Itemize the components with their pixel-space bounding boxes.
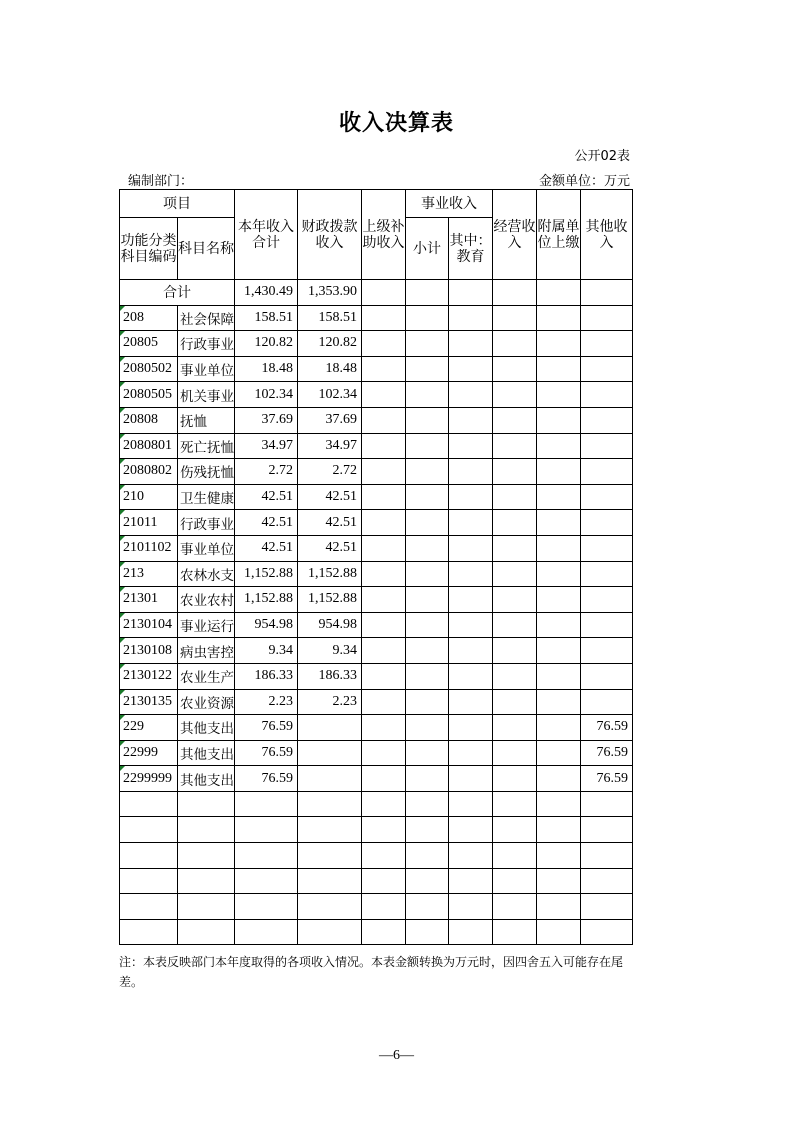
superior-cell — [362, 561, 406, 587]
fiscal-cell: 1,152.88 — [298, 587, 362, 613]
other-income-cell — [581, 331, 633, 357]
total-row — [120, 280, 633, 306]
business-subtotal-cell — [406, 689, 449, 715]
empty-cell — [298, 919, 362, 945]
education-cell — [449, 766, 493, 792]
other-income-cell — [581, 382, 633, 408]
empty-cell — [493, 894, 537, 920]
affiliated-cell — [537, 356, 581, 382]
fiscal-cell: 102.34 — [298, 382, 362, 408]
education-cell — [449, 382, 493, 408]
business-subtotal-cell — [406, 587, 449, 613]
superior-cell — [362, 407, 406, 433]
other-income-cell — [581, 663, 633, 689]
header-total-income: 本年收入合计 — [235, 190, 298, 280]
subject-code: 2299999 — [120, 766, 178, 792]
header-education: 其中：教育 — [449, 218, 493, 280]
superior-cell — [362, 305, 406, 331]
superior-cell — [362, 535, 406, 561]
total-income-cell: 102.34 — [235, 382, 298, 408]
education-cell — [449, 663, 493, 689]
affiliated-cell — [537, 638, 581, 664]
business-subtotal-cell — [406, 356, 449, 382]
affiliated-cell — [537, 305, 581, 331]
fiscal-cell: 186.33 — [298, 663, 362, 689]
operating-cell — [493, 433, 537, 459]
empty-cell — [406, 868, 449, 894]
subject-name: 机关事业 — [178, 382, 235, 408]
superior-cell — [362, 484, 406, 510]
education-cell — [449, 484, 493, 510]
affiliated-cell — [537, 382, 581, 408]
subject-name: 事业运行 — [178, 612, 235, 638]
other-income-cell — [581, 459, 633, 485]
empty-row — [120, 817, 633, 843]
table-row — [120, 663, 633, 689]
affiliated-cell — [537, 407, 581, 433]
affiliated-cell — [537, 510, 581, 536]
header-subject-name: 科目名称 — [178, 218, 235, 280]
other-income-cell — [581, 484, 633, 510]
operating-cell — [493, 587, 537, 613]
operating-cell — [493, 382, 537, 408]
empty-cell — [581, 868, 633, 894]
other-income-cell — [581, 535, 633, 561]
total-income-cell: 1,152.88 — [235, 561, 298, 587]
education-cell — [449, 740, 493, 766]
empty-cell — [449, 843, 493, 869]
empty-row — [120, 791, 633, 817]
operating-cell — [493, 663, 537, 689]
subject-name: 其他支出 — [178, 740, 235, 766]
subject-name: 行政事业 — [178, 331, 235, 357]
empty-cell — [493, 791, 537, 817]
total-income-cell: 76.59 — [235, 740, 298, 766]
total-fiscal-value: 1,353.90 — [298, 280, 362, 306]
business-subtotal-cell — [406, 561, 449, 587]
empty-cell — [120, 868, 178, 894]
business-subtotal-cell — [406, 638, 449, 664]
superior-cell — [362, 740, 406, 766]
total-income-cell: 37.69 — [235, 407, 298, 433]
education-cell — [449, 356, 493, 382]
subject-name: 病虫害控 — [178, 638, 235, 664]
table-row — [120, 331, 633, 357]
fiscal-cell: 158.51 — [298, 305, 362, 331]
superior-cell — [362, 766, 406, 792]
superior-cell — [362, 356, 406, 382]
empty-cell — [537, 894, 581, 920]
operating-cell — [493, 356, 537, 382]
empty-cell — [493, 817, 537, 843]
affiliated-cell — [537, 433, 581, 459]
empty-cell — [178, 868, 235, 894]
education-cell — [449, 459, 493, 485]
other-income-cell — [581, 510, 633, 536]
table-row — [120, 305, 633, 331]
subject-code: 2101102 — [120, 535, 178, 561]
empty-cell — [449, 894, 493, 920]
empty-cell — [406, 817, 449, 843]
table-row — [120, 587, 633, 613]
empty-cell — [120, 791, 178, 817]
total-income-cell: 2.72 — [235, 459, 298, 485]
education-cell — [449, 612, 493, 638]
affiliated-cell — [537, 766, 581, 792]
education-cell — [449, 715, 493, 741]
header-func-code: 功能分类科目编码 — [120, 218, 178, 280]
total-income-cell: 158.51 — [235, 305, 298, 331]
affiliated-cell — [537, 740, 581, 766]
operating-cell — [493, 484, 537, 510]
total-income-cell: 76.59 — [235, 766, 298, 792]
superior-cell — [362, 587, 406, 613]
total-income-cell: 18.48 — [235, 356, 298, 382]
operating-cell — [493, 766, 537, 792]
other-income-cell — [581, 433, 633, 459]
total-income-cell: 954.98 — [235, 612, 298, 638]
operating-cell — [493, 612, 537, 638]
table-row — [120, 382, 633, 408]
fiscal-cell: 42.51 — [298, 535, 362, 561]
footnote: 注：本表反映部门本年度取得的各项收入情况。本表金额转换为万元时，因四舍五入可能存在尾差。 — [119, 955, 624, 989]
subject-name: 其他支出 — [178, 715, 235, 741]
table-row — [120, 356, 633, 382]
header-superior: 上级补助收入 — [362, 190, 406, 280]
operating-cell — [493, 331, 537, 357]
empty-cell — [235, 843, 298, 869]
fiscal-cell — [298, 715, 362, 741]
empty-cell — [178, 791, 235, 817]
empty-cell — [298, 791, 362, 817]
table-row — [120, 689, 633, 715]
empty-cell — [406, 791, 449, 817]
empty-row — [120, 919, 633, 945]
business-subtotal-cell — [406, 382, 449, 408]
empty-cell — [178, 919, 235, 945]
table-row — [120, 484, 633, 510]
empty-cell — [298, 894, 362, 920]
superior-cell — [362, 612, 406, 638]
superior-cell — [362, 638, 406, 664]
empty-cell — [406, 843, 449, 869]
empty-cell — [120, 894, 178, 920]
empty-cell — [406, 919, 449, 945]
fiscal-cell: 1,152.88 — [298, 561, 362, 587]
subject-name: 事业单位 — [178, 535, 235, 561]
other-income-cell — [581, 407, 633, 433]
subject-code: 21301 — [120, 587, 178, 613]
other-income-cell — [581, 689, 633, 715]
empty-cell — [298, 843, 362, 869]
subject-name: 伤残抚恤 — [178, 459, 235, 485]
subject-code: 20805 — [120, 331, 178, 357]
education-cell — [449, 305, 493, 331]
empty-cell — [581, 817, 633, 843]
empty-cell — [537, 817, 581, 843]
empty-cell — [449, 791, 493, 817]
operating-cell — [493, 638, 537, 664]
empty-cell — [449, 817, 493, 843]
business-subtotal-cell — [406, 663, 449, 689]
fiscal-cell: 37.69 — [298, 407, 362, 433]
business-subtotal-cell — [406, 766, 449, 792]
empty-cell — [362, 919, 406, 945]
subject-name: 农林水支 — [178, 561, 235, 587]
affiliated-cell — [537, 612, 581, 638]
empty-row — [120, 894, 633, 920]
empty-cell — [581, 919, 633, 945]
empty-cell — [235, 894, 298, 920]
total-income-cell: 42.51 — [235, 484, 298, 510]
total-income-cell: 1,152.88 — [235, 587, 298, 613]
operating-cell — [493, 305, 537, 331]
table-row — [120, 433, 633, 459]
other-income-cell — [581, 587, 633, 613]
subject-code: 2080505 — [120, 382, 178, 408]
subject-name: 农业生产 — [178, 663, 235, 689]
fiscal-cell — [298, 766, 362, 792]
education-cell — [449, 638, 493, 664]
business-subtotal-cell — [406, 407, 449, 433]
fiscal-cell: 2.72 — [298, 459, 362, 485]
empty-cell — [298, 868, 362, 894]
other-income-cell — [581, 305, 633, 331]
empty-cell — [235, 919, 298, 945]
empty-cell — [178, 817, 235, 843]
fiscal-cell: 954.98 — [298, 612, 362, 638]
table-row — [120, 535, 633, 561]
table-row — [120, 740, 633, 766]
affiliated-cell — [537, 535, 581, 561]
affiliated-cell — [537, 663, 581, 689]
operating-cell — [493, 535, 537, 561]
subject-name: 农业农村 — [178, 587, 235, 613]
table-row — [120, 561, 633, 587]
empty-cell — [235, 817, 298, 843]
education-cell — [449, 561, 493, 587]
table-row — [120, 407, 633, 433]
affiliated-cell — [537, 715, 581, 741]
total-income-cell: 186.33 — [235, 663, 298, 689]
superior-cell — [362, 331, 406, 357]
total-label: 合计 — [120, 280, 235, 306]
subject-code: 229 — [120, 715, 178, 741]
education-cell — [449, 587, 493, 613]
affiliated-cell — [537, 689, 581, 715]
operating-cell — [493, 740, 537, 766]
total-income-cell: 9.34 — [235, 638, 298, 664]
subject-name: 农业资源 — [178, 689, 235, 715]
table-row — [120, 766, 633, 792]
subject-code: 210 — [120, 484, 178, 510]
operating-cell — [493, 407, 537, 433]
header-operating: 经营收入 — [493, 190, 537, 280]
empty-cell — [537, 919, 581, 945]
superior-cell — [362, 689, 406, 715]
subject-code: 2080502 — [120, 356, 178, 382]
total-income-cell: 34.97 — [235, 433, 298, 459]
empty-cell — [537, 843, 581, 869]
affiliated-cell — [537, 561, 581, 587]
operating-cell — [493, 510, 537, 536]
subject-name: 行政事业 — [178, 510, 235, 536]
other-income-cell — [581, 356, 633, 382]
subject-name: 死亡抚恤 — [178, 433, 235, 459]
dept-label: 编制部门： — [128, 174, 194, 189]
header-fiscal: 财政拨款收入 — [298, 190, 362, 280]
affiliated-cell — [537, 587, 581, 613]
empty-cell — [493, 919, 537, 945]
fiscal-cell: 42.51 — [298, 510, 362, 536]
other-income-cell — [581, 612, 633, 638]
fiscal-cell: 120.82 — [298, 331, 362, 357]
education-cell — [449, 331, 493, 357]
superior-cell — [362, 433, 406, 459]
operating-cell — [493, 715, 537, 741]
business-subtotal-cell — [406, 459, 449, 485]
total-income-cell: 2.23 — [235, 689, 298, 715]
education-cell — [449, 689, 493, 715]
superior-cell — [362, 459, 406, 485]
subject-code: 2080802 — [120, 459, 178, 485]
empty-cell — [449, 868, 493, 894]
empty-cell — [406, 894, 449, 920]
affiliated-cell — [537, 484, 581, 510]
operating-cell — [493, 689, 537, 715]
empty-cell — [537, 791, 581, 817]
fiscal-cell — [298, 740, 362, 766]
other-income-cell: 76.59 — [581, 766, 633, 792]
subject-name: 事业单位 — [178, 356, 235, 382]
empty-cell — [493, 843, 537, 869]
fiscal-cell: 42.51 — [298, 484, 362, 510]
empty-cell — [581, 843, 633, 869]
business-subtotal-cell — [406, 715, 449, 741]
subject-code: 2130135 — [120, 689, 178, 715]
subject-code: 20808 — [120, 407, 178, 433]
empty-row — [120, 843, 633, 869]
subject-code: 2130122 — [120, 663, 178, 689]
total-income-cell: 42.51 — [235, 510, 298, 536]
empty-cell — [362, 817, 406, 843]
superior-cell — [362, 510, 406, 536]
empty-cell — [178, 843, 235, 869]
table-row — [120, 612, 633, 638]
header-affiliated: 附属单位上缴 — [537, 190, 581, 280]
business-subtotal-cell — [406, 484, 449, 510]
subject-code: 21011 — [120, 510, 178, 536]
education-cell — [449, 510, 493, 536]
empty-cell — [537, 868, 581, 894]
subject-code: 208 — [120, 305, 178, 331]
total-income-value: 1,430.49 — [235, 280, 298, 306]
subject-name: 其他支出 — [178, 766, 235, 792]
page-number: —6— — [379, 1048, 414, 1063]
operating-cell — [493, 561, 537, 587]
page-title: 收入决算表 — [338, 111, 454, 136]
table-row — [120, 715, 633, 741]
subject-name: 社会保障 — [178, 305, 235, 331]
table-row — [120, 459, 633, 485]
operating-cell — [493, 459, 537, 485]
subject-name: 卫生健康 — [178, 484, 235, 510]
business-subtotal-cell — [406, 612, 449, 638]
subject-code: 2130108 — [120, 638, 178, 664]
empty-cell — [120, 843, 178, 869]
education-cell — [449, 407, 493, 433]
empty-cell — [581, 791, 633, 817]
subject-code: 2130104 — [120, 612, 178, 638]
fiscal-cell: 34.97 — [298, 433, 362, 459]
subject-name: 抚恤 — [178, 407, 235, 433]
total-income-cell: 120.82 — [235, 331, 298, 357]
header-subtotal: 小计 — [406, 218, 449, 280]
other-income-cell — [581, 638, 633, 664]
superior-cell — [362, 382, 406, 408]
empty-cell — [235, 868, 298, 894]
empty-cell — [235, 791, 298, 817]
empty-cell — [362, 894, 406, 920]
business-subtotal-cell — [406, 305, 449, 331]
affiliated-cell — [537, 459, 581, 485]
empty-cell — [120, 817, 178, 843]
fiscal-cell: 18.48 — [298, 356, 362, 382]
empty-row — [120, 868, 633, 894]
fiscal-cell: 2.23 — [298, 689, 362, 715]
unit-label: 金额单位：万元 — [538, 174, 630, 189]
education-cell — [449, 535, 493, 561]
empty-cell — [493, 868, 537, 894]
business-subtotal-cell — [406, 535, 449, 561]
other-income-cell: 76.59 — [581, 740, 633, 766]
header-project: 项目 — [120, 190, 235, 218]
other-income-cell: 76.59 — [581, 715, 633, 741]
empty-cell — [178, 894, 235, 920]
header-other: 其他收入 — [581, 190, 633, 280]
total-income-cell: 76.59 — [235, 715, 298, 741]
form-number: 公开02表 — [574, 149, 630, 164]
table-row — [120, 510, 633, 536]
table-row — [120, 638, 633, 664]
empty-cell — [362, 843, 406, 869]
fiscal-cell: 9.34 — [298, 638, 362, 664]
business-subtotal-cell — [406, 510, 449, 536]
subject-code: 22999 — [120, 740, 178, 766]
business-subtotal-cell — [406, 740, 449, 766]
total-income-cell: 42.51 — [235, 535, 298, 561]
empty-cell — [120, 919, 178, 945]
empty-cell — [362, 868, 406, 894]
empty-cell — [298, 817, 362, 843]
superior-cell — [362, 663, 406, 689]
income-table — [119, 189, 633, 945]
business-subtotal-cell — [406, 331, 449, 357]
empty-cell — [449, 919, 493, 945]
empty-cell — [581, 894, 633, 920]
affiliated-cell — [537, 331, 581, 357]
empty-cell — [362, 791, 406, 817]
subject-code: 2080801 — [120, 433, 178, 459]
education-cell — [449, 433, 493, 459]
other-income-cell — [581, 561, 633, 587]
header-business: 事业收入 — [406, 190, 493, 218]
superior-cell — [362, 715, 406, 741]
subject-code: 213 — [120, 561, 178, 587]
business-subtotal-cell — [406, 433, 449, 459]
